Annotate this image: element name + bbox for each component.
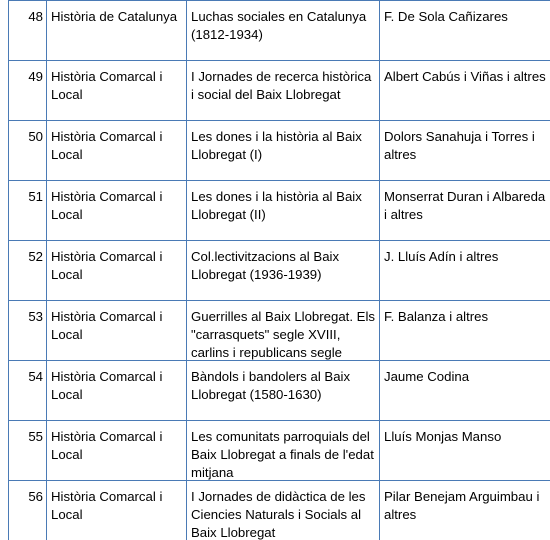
subject-text: Història Comarcal i Local (51, 309, 163, 342)
row-number: 54 (28, 369, 43, 384)
title-cell (187, 61, 380, 121)
subject-text: Història de Catalunya (51, 9, 178, 24)
author-text: Monserrat Duran i Albareda i altres (384, 189, 546, 222)
subject-cell (47, 121, 187, 181)
author-cell (380, 241, 550, 301)
title-cell (187, 181, 380, 241)
author-cell (380, 1, 550, 61)
title-cell (187, 241, 380, 301)
table-row (9, 61, 550, 121)
row-number: 55 (28, 429, 43, 444)
title-cell (187, 301, 380, 361)
table-row (9, 481, 550, 540)
subject-cell (47, 61, 187, 121)
author-cell (380, 421, 550, 481)
subject-text: Història Comarcal i Local (51, 429, 163, 462)
title-text: Col.lectivitzacions al Baix Llobregat (1936-1939) (191, 249, 340, 282)
title-cell (187, 121, 380, 181)
title-cell (187, 481, 380, 540)
subject-text: Història Comarcal i Local (51, 489, 163, 522)
author-text: F. Balanza i altres (384, 309, 489, 324)
row-number-cell (9, 121, 47, 181)
author-cell (380, 481, 550, 540)
author-text: Jaume Codina (384, 369, 470, 384)
subject-cell (47, 241, 187, 301)
row-number-cell (9, 61, 47, 121)
subject-text: Història Comarcal i Local (51, 69, 163, 102)
subject-text: Història Comarcal i Local (51, 249, 163, 282)
author-text: Albert Cabús i Viñas i altres (384, 69, 546, 84)
row-number-cell (9, 1, 47, 61)
author-cell (380, 361, 550, 421)
row-number: 50 (28, 129, 43, 144)
title-cell (187, 421, 380, 481)
author-text: Lluís Monjas Manso (384, 429, 502, 444)
row-number-cell (9, 481, 47, 540)
title-text: Les dones i la història al Baix Llobregat (II) (191, 189, 362, 222)
title-text: Bàndols i bandolers al Baix Llobregat (1580-1630) (191, 369, 351, 402)
row-number: 52 (28, 249, 43, 264)
author-text: Pilar Benejam Arguimbau i altres (384, 489, 540, 522)
table-row (9, 241, 550, 301)
title-cell (187, 361, 380, 421)
subject-cell (47, 421, 187, 481)
subject-cell (47, 181, 187, 241)
author-cell (380, 61, 550, 121)
subject-text: Història Comarcal i Local (51, 189, 163, 222)
row-number-cell (9, 301, 47, 361)
subject-text: Història Comarcal i Local (51, 129, 163, 162)
subject-text: Història Comarcal i Local (51, 369, 163, 402)
author-text: Dolors Sanahuja i Torres i altres (384, 129, 535, 162)
table-body (9, 1, 550, 540)
subject-cell (47, 361, 187, 421)
author-text: F. De Sola Cañizares (384, 9, 508, 24)
row-number-cell (9, 181, 47, 241)
row-number-cell (9, 241, 47, 301)
row-number: 56 (28, 489, 43, 504)
subject-cell (47, 301, 187, 361)
row-number-cell (9, 361, 47, 421)
title-text: I Jornades de didàctica de les Ciencies Naturals i Socials al Baix Llobregat (191, 489, 366, 540)
author-cell (380, 181, 550, 241)
subject-cell (47, 1, 187, 61)
subject-cell (47, 481, 187, 540)
table-row (9, 1, 550, 61)
row-number-cell (9, 421, 47, 481)
title-text: I Jornades de recerca històrica i social del Baix Llobregat (191, 69, 372, 102)
table-row (9, 301, 550, 361)
table-row (9, 181, 550, 241)
row-number: 49 (28, 69, 43, 84)
title-text: Les comunitats parroquials del Baix Llobregat a finals de l'edat mitjana (191, 429, 374, 480)
title-text: Luchas sociales en Catalunya (1812-1934) (191, 9, 367, 42)
row-number: 53 (28, 309, 43, 324)
title-text: Guerrilles al Baix Llobregat. Els "carrasquets" segle XVIII, carlins i republicans segle (191, 309, 375, 360)
author-cell (380, 121, 550, 181)
table-row (9, 121, 550, 181)
title-cell (187, 1, 380, 61)
table-row (9, 361, 550, 421)
table-row (9, 421, 550, 481)
author-cell (380, 301, 550, 361)
title-text: Les dones i la història al Baix Llobregat (I) (191, 129, 362, 162)
row-number: 51 (28, 189, 43, 204)
row-number: 48 (28, 9, 43, 24)
author-text: J. Lluís Adín i altres (384, 249, 499, 264)
book-catalog-table (8, 0, 550, 540)
